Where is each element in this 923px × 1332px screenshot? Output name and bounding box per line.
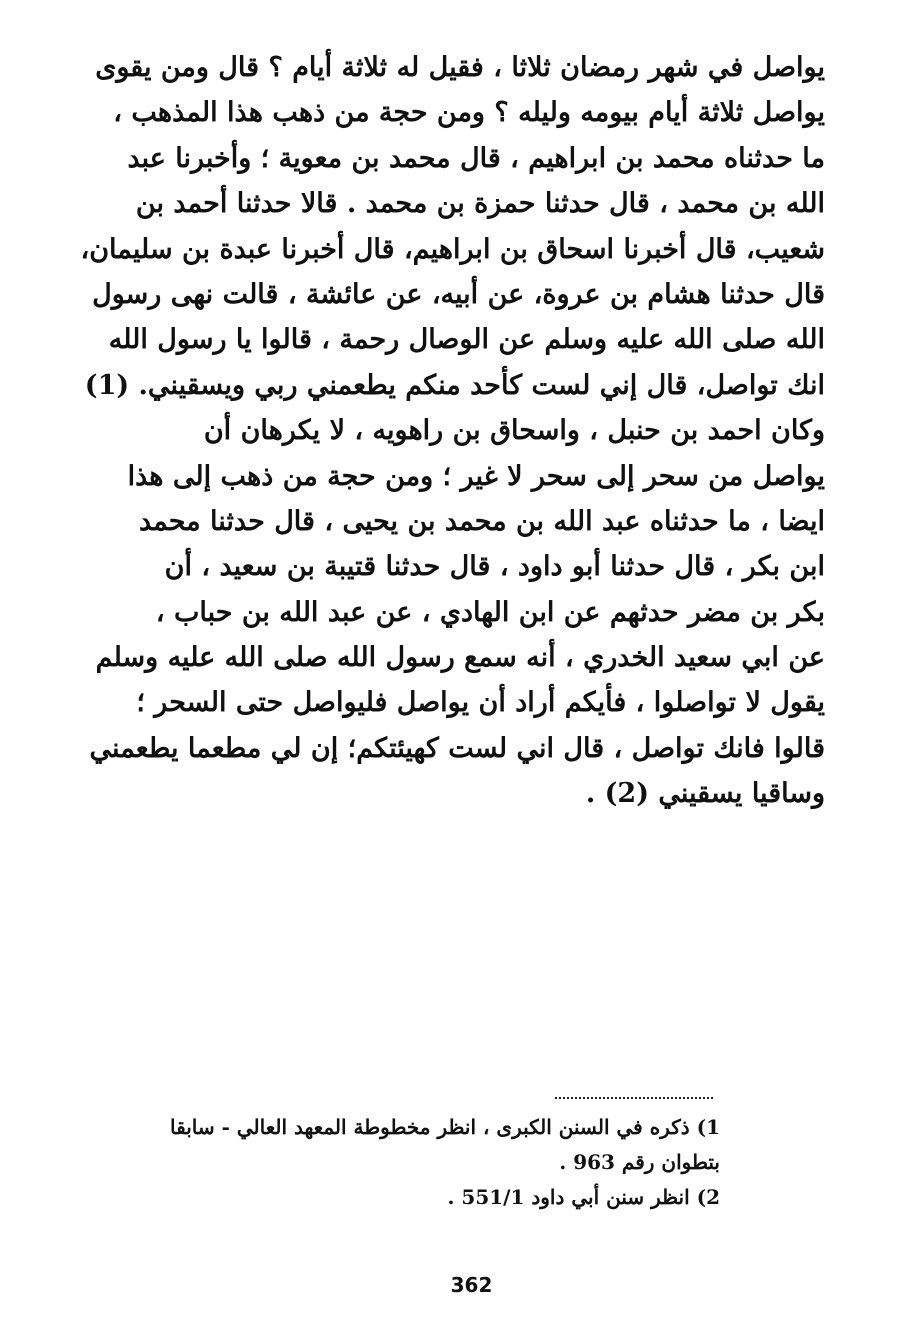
body-line: الله بن محمد ، قال حدثنا حمزة بن محمد . قالا حدثنا أحمد بن: [135, 188, 825, 220]
body-line: وساقيا يسقيني (2) .: [585, 778, 825, 810]
footnote-divider: [555, 1097, 713, 1099]
body-line: يواصل في شهر رمضان ثلاثا ، فقيل له ثلاثة أيام ؟ قال ومن يقوى: [95, 52, 825, 83]
page-number: 362: [450, 1273, 493, 1297]
footnote-line: بتطوان رقم 963 .: [559, 1150, 720, 1174]
body-line: بكر بن مضر حدثهم عن ابن الهادي ، عن عبد الله بن حباب ،: [155, 596, 825, 628]
footnotes: [70, 1110, 720, 1215]
footnote-line: 2) انظر سنن أبي داود 551/1 .: [447, 1185, 720, 1209]
body-line: قال حدثنا هشام بن عروة، عن أبيه، عن عائشة ، قالت نهى رسول: [92, 278, 825, 310]
body-line: شعيب، قال أخبرنا اسحاق بن ابراهيم، قال أخبرنا عبدة بن سليمان،: [80, 233, 825, 265]
body-line: ابن بكر ، قال حدثنا أبو داود ، قال حدثنا قتيبة بن سعيد ، أن: [164, 551, 825, 583]
body-line: ايضا ، ما حدثناه عبد الله بن محمد بن يحيى ، قال حدثنا محمد: [138, 505, 825, 537]
body-line: عن ابي سعيد الخدري ، أنه سمع رسول الله صلى الله عليه وسلم: [95, 642, 825, 674]
body-line: ما حدثناه محمد بن ابراهيم ، قال محمد بن معوية ؛ وأخبرنا عبد: [127, 142, 825, 174]
body-line: قالوا فانك تواصل ، قال اني لست كهيئتكم؛ إن لي مطعما يطعمني: [89, 732, 825, 764]
body-line: وكان احمد بن حنبل ، واسحاق بن راهويه ، لا يكرهان أن: [203, 415, 825, 447]
body-line: يقول لا تواصلوا ، فأيكم أراد أن يواصل فليواصل حتى السحر ؛: [136, 687, 825, 719]
body-line: الله صلى الله عليه وسلم عن الوصال رحمة ، قالوا يا رسول الله: [108, 324, 825, 356]
body-line: يواصل ثلاثة أيام بيومه وليله ؟ ومن حجة من ذهب هذا المذهب ،: [113, 97, 825, 129]
body-line: يواصل من سحر إلى سحر لا غير ؛ ومن حجة من ذهب إلى هذا: [127, 460, 825, 492]
body-text: [80, 45, 825, 817]
footnote-line: 1) ذكره في السنن الكبرى ، انظر مخطوطة المعهد العالي - سابقا: [169, 1115, 720, 1139]
body-line: انك تواصل، قال إني لست كأحد منكم يطعمني ربي ويسقيني. (1): [84, 369, 825, 401]
